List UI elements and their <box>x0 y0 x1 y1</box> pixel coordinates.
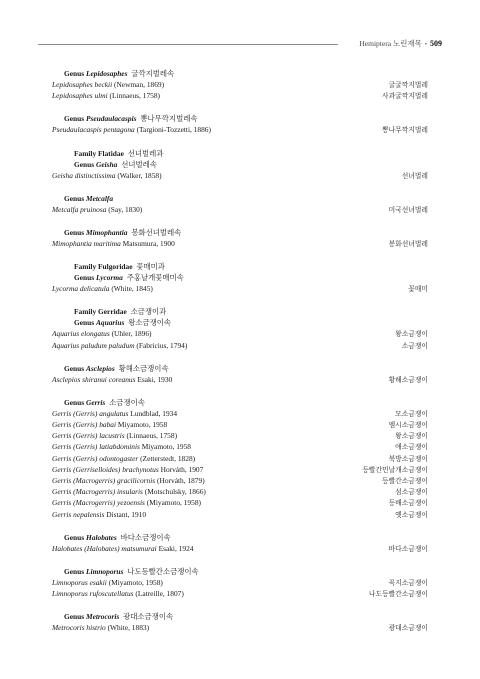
species-name: Aquarius elongatus <box>52 329 110 339</box>
species-entry <box>52 79 428 90</box>
family-name: Fulgoridae <box>98 262 133 272</box>
species-name: Halobates (Halobates) matsumurai <box>52 543 157 553</box>
taxon-block <box>52 306 428 350</box>
species-korean-name: 봉화선녀벌레 <box>388 240 428 248</box>
family-korean-name: 소금쟁이과 <box>130 307 167 317</box>
genus-label: Genus <box>64 69 85 78</box>
species-korean-name: 북방소금쟁이 <box>388 455 428 463</box>
species-name: Gerris (Gerris) babai <box>52 420 117 430</box>
species-author: Lundblad, 1934 <box>130 408 178 418</box>
genus-label: Genus <box>74 318 95 328</box>
family-name: Gerridae <box>98 307 127 317</box>
species-name: Gerris nepalensis <box>52 509 105 519</box>
species-scientific <box>52 283 153 294</box>
family-heading <box>52 261 428 272</box>
genus-korean-name: 소금쟁이속 <box>109 397 145 407</box>
species-entry <box>52 622 428 633</box>
family-korean-name: 꽃매미과 <box>136 262 165 272</box>
taxon-block <box>52 68 428 101</box>
species-scientific <box>52 79 164 90</box>
species-entry <box>52 204 428 215</box>
species-korean-name: 나도등빨간소금쟁이 <box>368 591 428 599</box>
family-name: Flatidae <box>98 148 124 158</box>
species-scientific <box>52 374 172 385</box>
species-korean-name: 광대소금쟁이 <box>388 625 428 633</box>
genus-label: Genus <box>64 397 85 407</box>
genus-name: Metcalfa <box>86 193 114 203</box>
species-entry <box>52 543 428 554</box>
species-author: (Linnaeus, 1758) <box>109 91 160 101</box>
taxon-block <box>52 227 428 249</box>
species-author: Distant, 1910 <box>106 509 147 519</box>
genus-label: Genus <box>74 273 95 283</box>
species-korean-name: 애소금쟁이 <box>395 444 428 452</box>
species-korean-name: 옛소금쟁이 <box>395 511 428 519</box>
genus-korean-name: 황해소금쟁이속 <box>118 363 169 373</box>
species-scientific <box>52 419 167 430</box>
species-korean-name: 굴굴깍지벌레 <box>388 82 428 89</box>
genus-korean-name: 굴깍지벌레속 <box>131 69 175 78</box>
species-korean-name: 등빨간소금쟁이 <box>382 478 428 485</box>
species-author: Miyamoto, 1958 <box>141 442 192 452</box>
genus-name: Lepidosaphes <box>86 69 128 78</box>
family-label: Family <box>74 262 97 272</box>
species-korean-name: 소금쟁이 <box>401 342 428 350</box>
species-name: Pseudaulacaspis pentagona <box>52 125 135 135</box>
genus-label: Genus <box>64 612 85 622</box>
species-name: Limnoporus rufoscutellatus <box>52 589 134 599</box>
species-name: Aquarius paludum paludum <box>52 340 135 350</box>
species-korean-name: 황해소금쟁이 <box>388 376 428 384</box>
species-scientific <box>52 543 193 554</box>
species-name: Gerris (Gerris) angulatus <box>52 408 129 418</box>
species-scientific <box>52 486 206 497</box>
genus-label: Genus <box>64 363 85 373</box>
genus-label: Genus <box>64 532 85 542</box>
species-name: Lepidosaphes ulmi <box>52 91 108 101</box>
family-heading <box>52 148 428 159</box>
species-name: Mimophantia maritima <box>52 238 121 248</box>
genus-korean-name: 나도등빨간소금쟁이속 <box>127 566 199 576</box>
species-entry <box>52 441 428 452</box>
species-author: Matsumura, 1900 <box>122 238 175 248</box>
species-korean-name: 왕소금쟁이 <box>395 433 428 441</box>
species-author: (Linnaeus, 1758) <box>126 431 178 441</box>
genus-heading <box>52 611 428 622</box>
species-author: (Targioni-Tozzetti, 1886) <box>136 125 211 135</box>
genus-heading <box>52 272 428 283</box>
genus-korean-name: 바다소금쟁이속 <box>120 532 171 542</box>
species-scientific <box>52 577 163 588</box>
genus-label: Genus <box>64 227 85 237</box>
species-entry <box>52 408 428 419</box>
species-entry <box>52 374 428 385</box>
family-label: Family <box>74 148 97 158</box>
species-name: Limnoporus esakii <box>52 577 107 587</box>
species-list <box>52 68 428 646</box>
genus-name: Mimophantia <box>86 227 128 237</box>
species-entry <box>52 475 428 486</box>
genus-name: Metrocoris <box>86 612 120 622</box>
species-author: Horváth, 1907 <box>160 464 204 474</box>
species-korean-name: 뽕나무깍지벌레 <box>382 127 428 135</box>
species-name: Gerris (Gerris) latiabdominis <box>52 442 140 452</box>
taxon-block <box>52 113 428 135</box>
genus-name: Lycorma <box>96 273 123 283</box>
species-korean-name: 모소금쟁이 <box>395 410 428 418</box>
species-scientific <box>52 509 146 520</box>
species-entry <box>52 238 428 249</box>
genus-label: Genus <box>64 114 85 124</box>
species-entry <box>52 453 428 464</box>
species-entry <box>52 588 428 599</box>
genus-heading <box>52 566 428 577</box>
genus-heading <box>52 363 428 374</box>
genus-heading <box>52 397 428 408</box>
species-name: Gerris (Gerris) odontogaster <box>52 453 139 463</box>
section-title: Hemiptera 노린재목 <box>359 39 422 48</box>
genus-korean-name: 왕소금쟁이속 <box>128 318 172 328</box>
species-korean-name: 미국선녀벌레 <box>388 206 428 214</box>
genus-heading <box>52 227 428 238</box>
taxon-block <box>52 148 428 181</box>
species-name: Metcalfa pruinosa <box>52 204 107 214</box>
page-number: 509 <box>430 39 442 48</box>
header-text <box>359 38 442 51</box>
genus-name: Aquarius <box>96 318 125 328</box>
header-bullet: • <box>424 42 427 48</box>
taxon-block <box>52 193 428 215</box>
species-scientific <box>52 475 205 486</box>
running-header <box>38 38 442 52</box>
species-scientific <box>52 588 184 599</box>
species-scientific <box>52 170 162 181</box>
species-korean-name: 사과굴깍지벌레 <box>382 93 428 101</box>
species-korean-name: 바다소금쟁이 <box>388 545 428 553</box>
genus-name: Halobates <box>86 532 117 542</box>
species-name: Gerris (Gerris) lacustris <box>52 431 125 441</box>
species-korean-name: 왕소금쟁이 <box>395 331 428 339</box>
species-author: (White, 1883) <box>107 623 150 633</box>
species-korean-name: 등빨간민날개소금쟁이 <box>362 466 428 474</box>
species-author: (Miyamoto, 1958) <box>146 498 201 508</box>
species-scientific <box>52 204 142 215</box>
species-name: Geisha distinctissima <box>52 170 116 180</box>
genus-korean-name: 주홍날개꽃매미속 <box>126 273 184 283</box>
species-scientific <box>52 441 191 452</box>
species-author: (Motschulsky, 1866) <box>144 487 206 497</box>
taxon-block <box>52 532 428 554</box>
genus-heading <box>52 68 428 79</box>
family-label: Family <box>74 307 97 317</box>
species-name: Asclepios shiranui coreanus <box>52 374 136 384</box>
species-author: Esaki, 1930 <box>137 374 173 384</box>
species-korean-name: 섬소금쟁이 <box>395 489 428 497</box>
genus-name: Gerris <box>86 397 106 407</box>
genus-heading <box>52 532 428 543</box>
species-entry <box>52 419 428 430</box>
genus-heading <box>52 159 428 170</box>
taxon-block <box>52 397 428 520</box>
genus-label: Genus <box>64 193 85 203</box>
genus-heading <box>52 317 428 328</box>
species-entry <box>52 328 428 339</box>
species-scientific <box>52 622 149 633</box>
species-name: Gerris (Gerriselloides) brachynotus <box>52 464 159 474</box>
family-korean-name: 선녀벌레과 <box>127 148 164 158</box>
species-korean-name: 등배소금쟁이 <box>388 500 428 508</box>
genus-name: Limnoporus <box>86 566 124 576</box>
species-author: (Zetterstedt, 1828) <box>140 453 196 463</box>
species-name: Gerris (Macrogerris) gracilicornis <box>52 476 156 485</box>
species-author: (Walker, 1858) <box>117 170 162 180</box>
species-scientific <box>52 464 203 475</box>
species-scientific <box>52 238 175 249</box>
genus-korean-name: 봉화선녀벌레속 <box>131 227 182 237</box>
species-author: (Say, 1830) <box>108 204 143 214</box>
species-scientific <box>52 124 211 135</box>
species-scientific <box>52 328 152 339</box>
species-author: Miyamoto, 1958 <box>117 420 168 430</box>
family-heading <box>52 306 428 317</box>
species-entry <box>52 430 428 441</box>
species-entry <box>52 124 428 135</box>
species-entry <box>52 577 428 588</box>
species-entry <box>52 170 428 181</box>
taxon-block <box>52 611 428 633</box>
taxon-block <box>52 363 428 385</box>
species-entry <box>52 464 428 475</box>
species-author: (Fabricius, 1794) <box>136 340 188 350</box>
header-rule <box>38 44 338 45</box>
genus-korean-name: 뽕나무깍지벌레속 <box>140 114 198 124</box>
genus-name: Asclepios <box>86 363 115 373</box>
genus-korean-name: 선녀벌레속 <box>121 159 157 169</box>
species-scientific <box>52 497 201 508</box>
genus-heading <box>52 113 428 124</box>
genus-label: Genus <box>64 566 85 576</box>
species-author: (Horváth, 1879) <box>157 476 205 485</box>
species-entry <box>52 283 428 294</box>
genus-name: Pseudaulacaspis <box>86 114 137 124</box>
species-name: Metrocoris histrio <box>52 623 106 633</box>
genus-label: Genus <box>74 159 95 169</box>
species-name: Gerris (Macrogerris) yezoensis <box>52 498 145 508</box>
species-author: (Miyamoto, 1958) <box>108 577 163 587</box>
species-entry <box>52 486 428 497</box>
species-korean-name: 선녀벌레 <box>401 172 428 180</box>
species-scientific <box>52 340 187 351</box>
genus-heading <box>52 193 428 204</box>
genus-name: Geisha <box>96 159 118 169</box>
species-author: (Newman, 1869) <box>114 80 165 89</box>
species-name: Lycorma delicatula <box>52 284 110 294</box>
species-author: Esaki, 1924 <box>158 543 194 553</box>
species-entry <box>52 340 428 351</box>
species-scientific <box>52 90 160 101</box>
species-scientific <box>52 453 195 464</box>
species-entry <box>52 509 428 520</box>
species-name: Gerris (Macrogerris) insularis <box>52 487 143 497</box>
species-entry <box>52 90 428 101</box>
species-author: (Latreille, 1807) <box>135 589 184 599</box>
species-korean-name: 엠시소금쟁이 <box>388 422 428 430</box>
species-name: Lepidosaphes beckii <box>52 80 113 89</box>
species-korean-name: 꼭지소금쟁이 <box>388 579 428 587</box>
species-scientific <box>52 408 177 419</box>
species-entry <box>52 497 428 508</box>
taxon-block <box>52 566 428 599</box>
species-scientific <box>52 430 177 441</box>
species-author: (Uhler, 1896) <box>111 329 152 339</box>
species-korean-name: 꽃매미 <box>408 286 428 294</box>
species-author: (White, 1845) <box>111 284 153 294</box>
genus-korean-name: 광대소금쟁이속 <box>123 612 174 622</box>
taxon-block <box>52 261 428 294</box>
